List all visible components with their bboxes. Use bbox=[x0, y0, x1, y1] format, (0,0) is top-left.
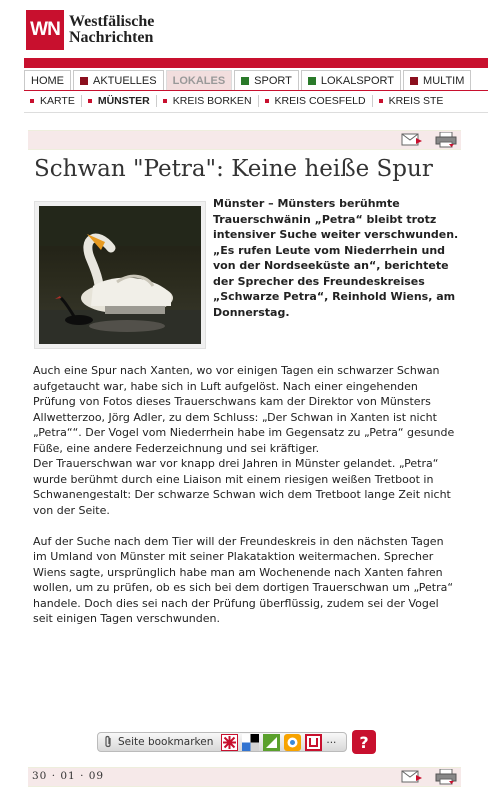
bookmark-label: Seite bookmarken bbox=[118, 736, 214, 748]
tab-lokales-label: LOKALES bbox=[172, 74, 226, 87]
bullet-icon bbox=[410, 77, 418, 85]
tab-aktuelles-label: AKTUELLES bbox=[93, 74, 157, 87]
subnav-kreis-coesfeld-label: KREIS COESFELD bbox=[274, 95, 366, 107]
email-icon[interactable] bbox=[401, 769, 423, 783]
header-bar bbox=[24, 58, 488, 68]
divider bbox=[24, 112, 488, 113]
bullet-icon bbox=[265, 99, 269, 103]
tab-aktuelles[interactable] bbox=[73, 70, 164, 90]
tab-lokalsport-label: LOKALSPORT bbox=[320, 74, 395, 87]
subnav-muenster[interactable] bbox=[82, 95, 157, 107]
tab-home-label: HOME bbox=[31, 74, 64, 87]
article-headline: Schwan "Petra": Keine heiße Spur bbox=[34, 156, 433, 182]
tab-sport[interactable] bbox=[234, 70, 299, 90]
bullet-icon bbox=[308, 77, 316, 85]
tab-sport-label: SPORT bbox=[254, 74, 292, 87]
tab-lokalsport[interactable] bbox=[301, 70, 401, 90]
tab-lokales[interactable] bbox=[166, 70, 233, 90]
article-body bbox=[33, 363, 458, 642]
more-bookmarks[interactable]: ... bbox=[326, 733, 337, 746]
bullet-icon bbox=[88, 99, 92, 103]
bullet-icon bbox=[379, 99, 383, 103]
subnav-karte[interactable] bbox=[24, 95, 82, 107]
subnav-kreis-coesfeld[interactable] bbox=[259, 95, 373, 107]
delicious-icon[interactable] bbox=[242, 734, 259, 751]
tab-multimedia[interactable] bbox=[403, 70, 471, 90]
print-icon[interactable] bbox=[435, 769, 457, 785]
logo-text bbox=[69, 14, 154, 46]
subnav-kreis-borken[interactable] bbox=[157, 95, 259, 107]
tab-home[interactable] bbox=[24, 70, 71, 90]
bullet-icon bbox=[80, 77, 88, 85]
email-icon[interactable] bbox=[401, 132, 423, 146]
subnav-kreis-steinfurt[interactable] bbox=[373, 95, 450, 107]
logo-line-1: Westfälische bbox=[69, 13, 155, 30]
subnav-muenster-label: MÜNSTER bbox=[97, 95, 150, 107]
help-button[interactable]: ? bbox=[352, 730, 376, 754]
article-toolbar-bottom bbox=[28, 767, 461, 787]
article-date: 30 · 01 · 09 bbox=[32, 770, 105, 782]
mister-wong-icon[interactable] bbox=[263, 734, 280, 751]
swan-boat-photo bbox=[35, 202, 205, 348]
article-paragraph: Auch eine Spur nach Xanten, wo vor einigen Tagen ein schwarzer Schwan aufgetaucht war, habe sich in Luft aufgelöst. Nach einer eingehenden Prüfung von Fotos dieses Trauerschwans kam der Direktor von Münsters Allwetterzoo, Jörg Adler, zu dem Schluss: „Der Schwan in Xanten ist nicht „Petra““. Der Vogel vom Niederrhein habe im Gegensatz zu „Petra“ gesunde Füße, eine andere Federzeichnung und sei kräftiger. bbox=[33, 364, 455, 455]
site-logo[interactable] bbox=[26, 10, 154, 50]
print-icon[interactable] bbox=[435, 132, 457, 148]
subnav-karte-label: KARTE bbox=[40, 95, 75, 107]
yigg-icon[interactable] bbox=[284, 734, 301, 751]
bookmark-bar[interactable] bbox=[97, 732, 347, 752]
article-photo bbox=[34, 201, 206, 349]
webnews-icon[interactable] bbox=[221, 734, 238, 751]
article-paragraph: Auf der Suche nach dem Tier will der Freundeskreis in den nächsten Tagen im Umland von Münster mit seiner Plakataktion weitermachen. Sprecher Wiens sagte, ursprünglich habe man am Wochenende nach Xanten fahren wollen, um zu prüfen, ob es sich bei dem dortigen Trauerschwan um „Petra“ handele. Doch dies sei nach der Prüfung überflüssig, zudem sei der Vogel seit einigen Tagen verschwunden. bbox=[33, 534, 454, 625]
bullet-icon bbox=[30, 99, 34, 103]
logo-mark: WN bbox=[26, 10, 64, 50]
article-lead: Münster – Münsters berühmte Trauerschwänin „Petra“ bleibt trotz intensiver Suche weiter verschwunden. „Es rufen Leute vom Niederrhein und von der Nordseeküste an“, berichtete der Sprecher des Freundeskreises „Schwarze Petra“, Reinhold Wiens, am Donnerstag. bbox=[213, 197, 459, 319]
logo-line-2: Nachrichten bbox=[69, 29, 154, 46]
bullet-icon bbox=[241, 77, 249, 85]
linkarena-icon[interactable] bbox=[305, 734, 322, 751]
article-toolbar-top bbox=[28, 130, 461, 150]
subnav-kreis-steinfurt-label: KREIS STE bbox=[388, 95, 444, 107]
secondary-nav bbox=[24, 91, 488, 111]
primary-nav bbox=[24, 70, 488, 91]
article-paragraph: Der Trauerschwan war vor knapp drei Jahren in Münster gelandet. „Petra“ wurde berühmt durch eine Liaison mit einem riesigen weißen Tretboot in Schwanengestalt: Der schwarze Schwan wich dem Tretboot lange Zeit nicht von der Seite. bbox=[33, 457, 451, 517]
paperclip-icon bbox=[102, 735, 114, 749]
bullet-icon bbox=[163, 99, 167, 103]
tab-multimedia-label: MULTIM bbox=[423, 74, 465, 87]
subnav-kreis-borken-label: KREIS BORKEN bbox=[172, 95, 252, 107]
